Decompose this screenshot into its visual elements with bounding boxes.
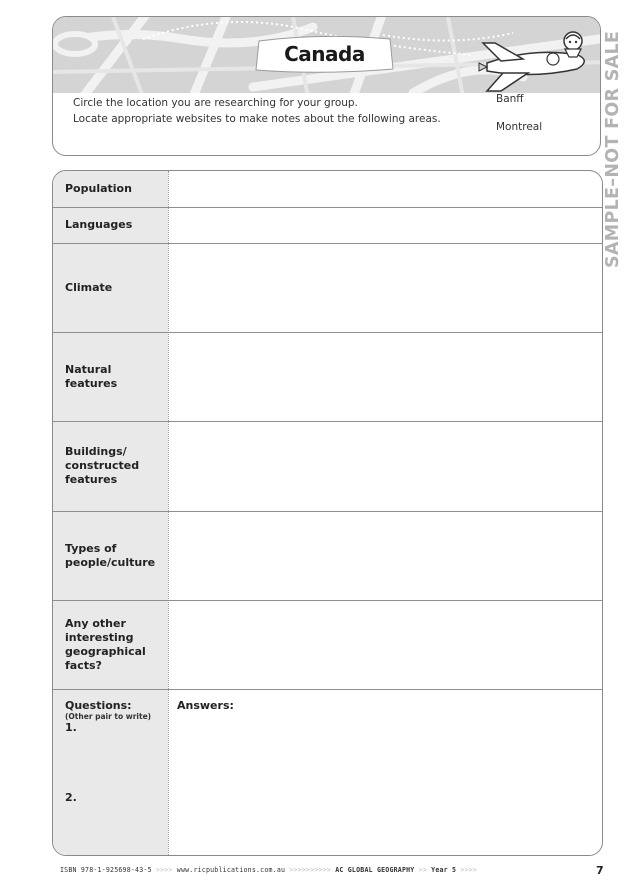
page-number: 7 [596, 864, 604, 877]
row-label: Natural features [65, 362, 118, 390]
table-row[interactable] [53, 511, 602, 601]
table-row[interactable] [53, 421, 602, 512]
table-row[interactable] [53, 171, 602, 208]
row-label: Buildings/ constructed features [65, 445, 140, 486]
row-label: Climate [65, 280, 113, 294]
row-label: Any other interesting geographical facts? [65, 616, 146, 672]
footer-isbn: ISBN 978-1-925698-43-5 [60, 866, 152, 874]
table-row[interactable] [53, 600, 602, 690]
location-option-2[interactable]: Montreal [496, 121, 543, 133]
row-label: Languages [65, 218, 133, 231]
row-label: Population [65, 182, 132, 195]
header-panel [52, 16, 601, 156]
table-row[interactable] [53, 207, 602, 244]
instruction-line-2: Locate appropriate websites to make notes about the following areas. [73, 113, 441, 125]
question-2-number: 2. [65, 791, 77, 804]
questions-subheading: (Other pair to write) [65, 712, 152, 721]
research-table [52, 170, 603, 856]
answers-heading: Answers: [177, 699, 234, 712]
sample-watermark: SAMPLE–NOT FOR SALE [603, 30, 623, 268]
footer: ISBN 978-1-925698-43-5 >>>> www.ricpublications.com.au >>>>>>>>>> AC GLOBAL GEOGRAPHY >> Year 5 >>>> [60, 866, 478, 874]
page-title: Canada [284, 42, 365, 66]
location-option-1[interactable]: Banff [496, 93, 524, 105]
footer-year: Year 5 [431, 866, 457, 874]
question-1-number: 1. [65, 721, 77, 734]
footer-website[interactable]: www.ricpublications.com.au [176, 866, 286, 874]
questions-heading: Questions: (Other pair to write) 1. [65, 699, 152, 734]
table-row[interactable] [53, 332, 602, 422]
table-row[interactable] [53, 243, 602, 333]
row-label: Types of people/culture [65, 541, 156, 569]
footer-series: AC GLOBAL GEOGRAPHY [335, 866, 415, 874]
questions-row[interactable] [53, 689, 602, 855]
rocket-icon [473, 21, 598, 101]
instruction-line-1: Circle the location you are researching for your group. [73, 97, 358, 109]
